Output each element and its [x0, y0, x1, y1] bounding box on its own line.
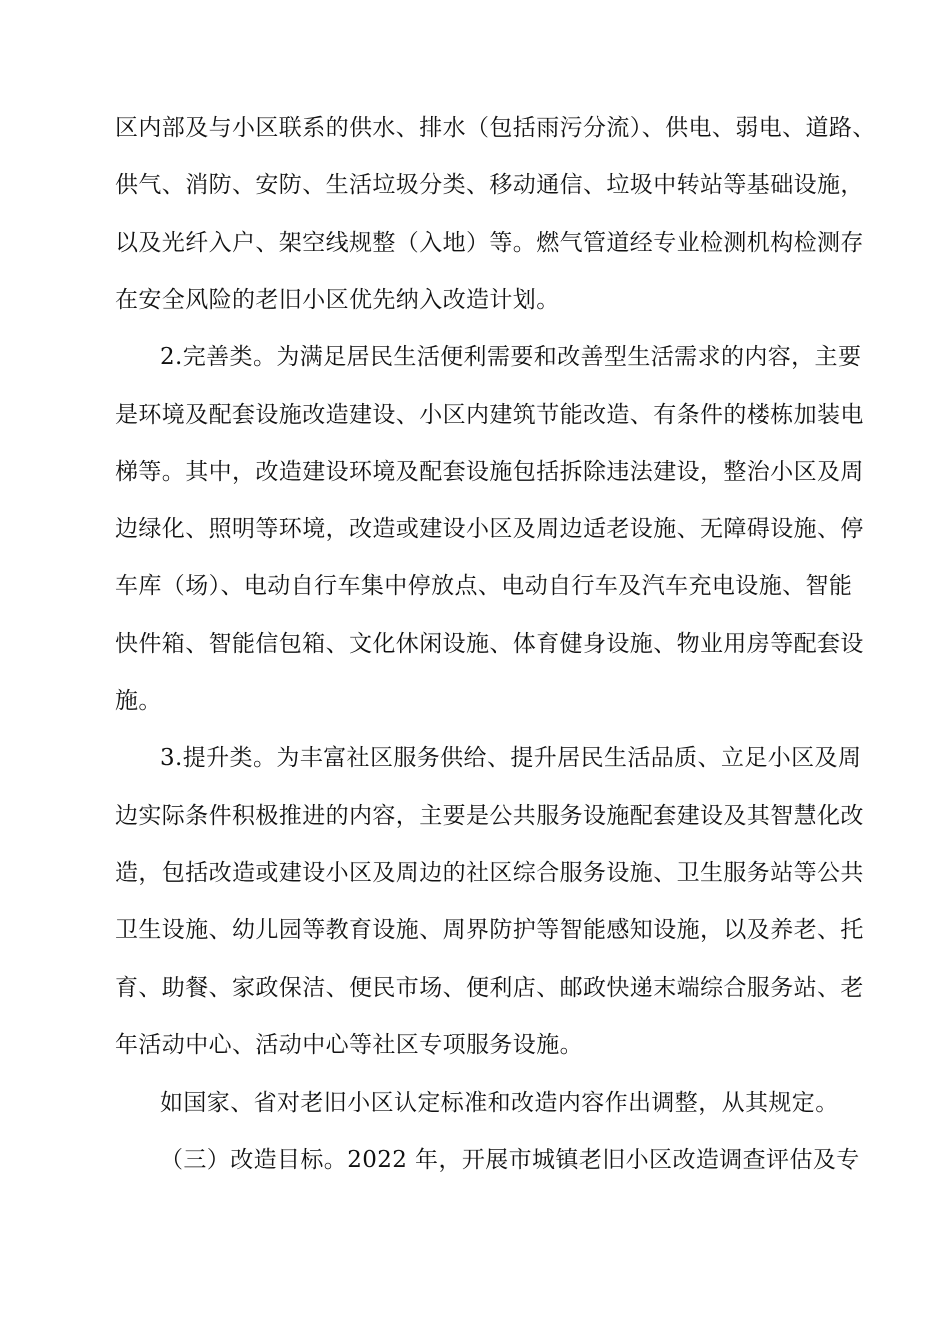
body-text-line: 在安全风险的老旧小区优先纳入改造计划。 — [115, 287, 560, 313]
body-text-line: 边实际条件积极推进的内容，主要是公共服务设施配套建设及其智慧化改 — [115, 803, 864, 829]
body-text-line: 快件箱、智能信包箱、文化休闲设施、体育健身设施、物业用房等配套设 — [115, 631, 864, 657]
paragraph-heading-line: 2.完善类。为满足居民生活便利需要和改善型生活需求的内容，主要 — [160, 344, 862, 370]
body-text-line: 区内部及与小区联系的供水、排水（包括雨污分流）、供电、弱电、道路、 — [115, 115, 876, 141]
body-text-line: 边绿化、照明等环境，改造或建设小区及周边适老设施、无障碍设施、停 — [115, 516, 864, 542]
paragraph-heading-line: 3.提升类。为丰富社区服务供给、提升居民生活品质、立足小区及周 — [160, 745, 862, 771]
paragraph-line: 如国家、省对老旧小区认定标准和改造内容作出调整，从其规定。 — [160, 1090, 839, 1116]
body-text-line: 梯等。其中，改造建设环境及配套设施包括拆除违法建设，整治小区及周 — [115, 459, 864, 485]
body-text-line: 供气、消防、安防、生活垃圾分类、移动通信、垃圾中转站等基础设施， — [115, 172, 864, 198]
body-text-line: 造，包括改造或建设小区及周边的社区综合服务设施、卫生服务站等公共 — [115, 860, 864, 886]
body-text-line: 施。 — [115, 688, 162, 714]
body-text-line: 车库（场）、电动自行车集中停放点、电动自行车及汽车充电设施、智能 — [115, 573, 853, 599]
body-text-line: 育、助餐、家政保洁、便民市场、便利店、邮政快递末端综合服务站、老 — [115, 975, 864, 1001]
section-heading-line: （三）改造目标。2022 年，开展市城镇老旧小区改造调查评估及专 — [160, 1147, 860, 1173]
body-text-line: 卫生设施、幼儿园等教育设施、周界防护等智能感知设施，以及养老、托 — [115, 917, 864, 943]
body-text-line: 是环境及配套设施改造建设、小区内建筑节能改造、有条件的楼栋加装电 — [115, 402, 864, 428]
body-text-line: 以及光纤入户、架空线规整（入地）等。燃气管道经专业检测机构检测存 — [115, 230, 864, 256]
body-text-line: 年活动中心、活动中心等社区专项服务设施。 — [115, 1032, 583, 1058]
